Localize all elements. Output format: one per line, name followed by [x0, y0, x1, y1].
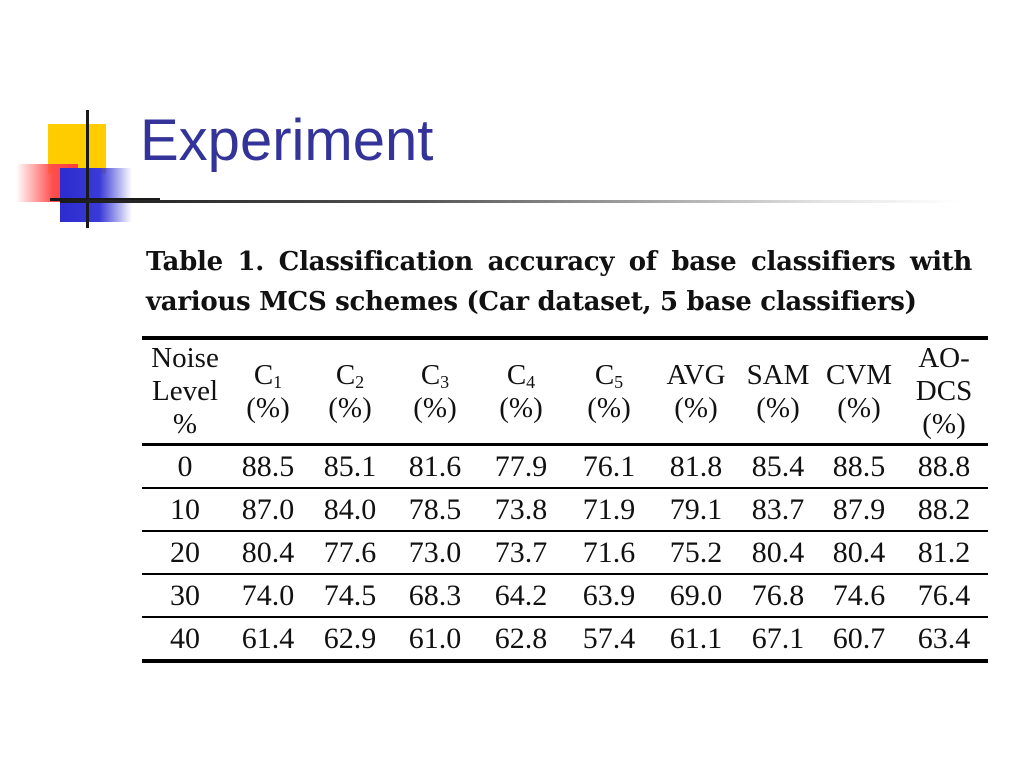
accuracy-cell: 77.9 [478, 445, 564, 489]
accuracy-cell: 84.0 [308, 488, 392, 531]
noise-level-cell: 10 [142, 488, 228, 531]
accuracy-cell: 77.6 [308, 531, 392, 574]
accuracy-cell: 76.4 [900, 574, 988, 617]
accuracy-cell: 88.5 [228, 445, 308, 489]
logo-vertical-line [86, 110, 89, 228]
slide-title: Experiment [140, 108, 434, 173]
accuracy-cell: 74.5 [308, 574, 392, 617]
accuracy-cell: 75.2 [654, 531, 738, 574]
accuracy-cell: 80.4 [738, 531, 818, 574]
accuracy-cell: 61.0 [392, 617, 478, 661]
table-row [142, 488, 988, 531]
accuracy-cell: 67.1 [738, 617, 818, 661]
logo-blue-square [60, 168, 132, 222]
accuracy-cell: 63.9 [564, 574, 654, 617]
column-header: $C_1$ (%) [228, 338, 308, 445]
accuracy-cell: 83.7 [738, 488, 818, 531]
accuracy-cell: 87.9 [818, 488, 900, 531]
results-table [142, 336, 988, 663]
accuracy-cell: 76.1 [564, 445, 654, 489]
column-header: $C_2$ (%) [308, 338, 392, 445]
accuracy-cell: 71.6 [564, 531, 654, 574]
accuracy-cell: 81.6 [392, 445, 478, 489]
accuracy-cell: 76.8 [738, 574, 818, 617]
noise-level-cell: 0 [142, 445, 228, 489]
accuracy-cell: 69.0 [654, 574, 738, 617]
accuracy-cell: 63.4 [900, 617, 988, 661]
table-caption: Table 1. Classification accuracy of base classifiers with various MCS schemes (Car dataset, 5 base classifiers) [146, 247, 972, 317]
column-header: SAM (%) [738, 338, 818, 445]
accuracy-cell: 71.9 [564, 488, 654, 531]
accuracy-cell: 61.1 [654, 617, 738, 661]
accuracy-cell: 61.4 [228, 617, 308, 661]
accuracy-cell: 81.8 [654, 445, 738, 489]
accuracy-cell: 88.8 [900, 445, 988, 489]
noise-level-cell: 30 [142, 574, 228, 617]
title-underline [60, 200, 960, 203]
column-header: $C_3$ (%) [392, 338, 478, 445]
accuracy-cell: 74.0 [228, 574, 308, 617]
column-header: $C_4$ (%) [478, 338, 564, 445]
accuracy-cell: 87.0 [228, 488, 308, 531]
column-header: AO- DCS (%) [900, 338, 988, 445]
accuracy-cell: 80.4 [818, 531, 900, 574]
accuracy-cell: 73.0 [392, 531, 478, 574]
accuracy-cell: 88.5 [818, 445, 900, 489]
table-row [142, 617, 988, 661]
noise-level-cell: 20 [142, 531, 228, 574]
accuracy-cell: 78.5 [392, 488, 478, 531]
column-header: AVG (%) [654, 338, 738, 445]
table-row [142, 531, 988, 574]
column-header: CVM (%) [818, 338, 900, 445]
accuracy-cell: 64.2 [478, 574, 564, 617]
accuracy-cell: 79.1 [654, 488, 738, 531]
accuracy-cell: 68.3 [392, 574, 478, 617]
accuracy-cell: 85.4 [738, 445, 818, 489]
column-header: $C_5$ (%) [564, 338, 654, 445]
column-header: Noise Level % [142, 338, 228, 445]
accuracy-cell: 60.7 [818, 617, 900, 661]
accuracy-cell: 57.4 [564, 617, 654, 661]
table-row [142, 445, 988, 489]
accuracy-cell: 88.2 [900, 488, 988, 531]
table-body [142, 445, 988, 662]
table-row [142, 574, 988, 617]
accuracy-cell: 74.6 [818, 574, 900, 617]
noise-level-cell: 40 [142, 617, 228, 661]
accuracy-cell: 80.4 [228, 531, 308, 574]
accuracy-cell: 85.1 [308, 445, 392, 489]
accuracy-cell: 62.8 [478, 617, 564, 661]
accuracy-cell: 73.7 [478, 531, 564, 574]
accuracy-cell: 81.2 [900, 531, 988, 574]
table-header-row [142, 338, 988, 445]
accuracy-cell: 73.8 [478, 488, 564, 531]
accuracy-cell: 62.9 [308, 617, 392, 661]
